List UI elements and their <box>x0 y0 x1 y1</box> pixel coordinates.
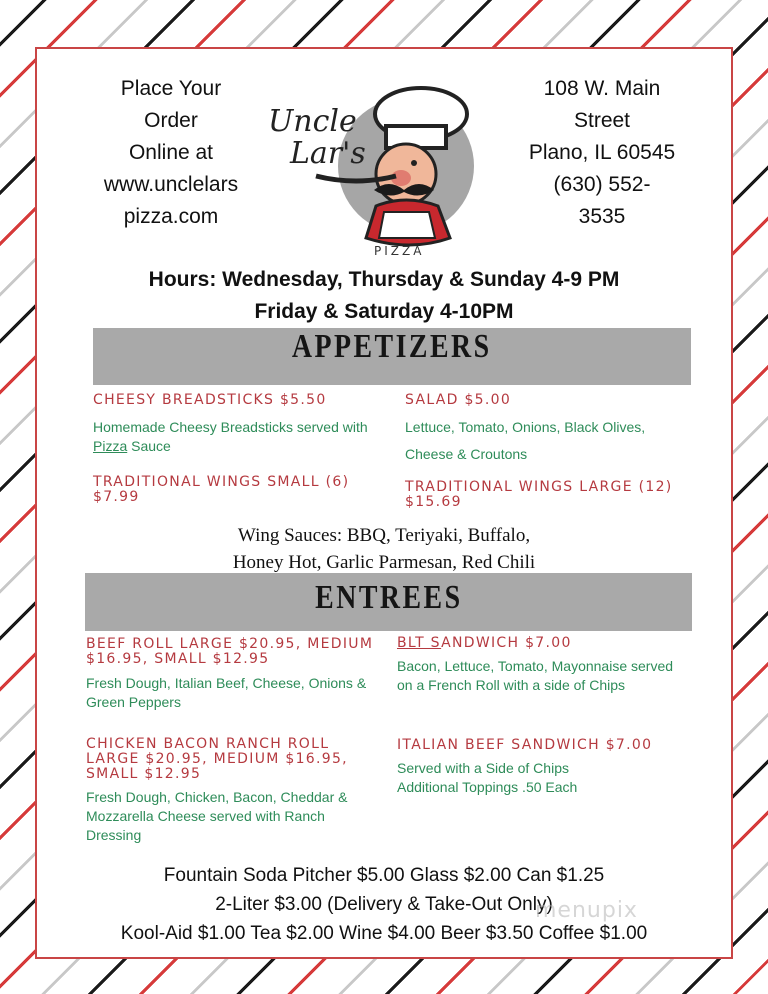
order-line: Order <box>144 109 198 132</box>
logo-text: Uncle Lar's <box>268 104 366 171</box>
online-order-info <box>52 73 290 233</box>
appetizer-salad <box>405 393 695 468</box>
order-line: Online at <box>128 141 214 164</box>
appetizer-wings-large <box>405 480 695 510</box>
drinks-line: Fountain Soda Pitcher $5.00 Glass $2.00 Can $1.25 <box>163 865 605 886</box>
logo-pizza-tag: PIZZA <box>374 244 425 258</box>
appetizer-wings-small <box>93 475 388 505</box>
entree-italian-beef-sandwich <box>397 738 697 797</box>
address-info <box>504 73 700 233</box>
order-line[interactable]: www.unclelars <box>103 173 239 196</box>
order-line: Place Your <box>120 77 222 100</box>
item-title: CHEESY BREADSTICKS $5.50 <box>93 392 327 408</box>
address-line: Street <box>573 109 631 132</box>
hours-line-2: Friday & Saturday 4-10PM <box>254 300 514 323</box>
item-description: Lettuce, Tomato, Onions, Black Olives, Cheese & Croutons <box>405 419 646 462</box>
uncle-lars-logo <box>256 66 512 266</box>
drinks-line: Kool-Aid $1.00 Tea $2.00 Wine $4.00 Beer $3.50 Coffee $1.00 <box>120 923 648 944</box>
item-title: TRADITIONAL WINGS SMALL (6) $7.99 <box>93 474 350 505</box>
entrees-heading: ENTREES <box>85 573 692 631</box>
appetizer-cheesy-breadsticks <box>93 393 383 456</box>
item-title: SALAD $5.00 <box>405 392 512 408</box>
entree-blt-sandwich <box>397 636 687 695</box>
item-title: BEEF ROLL LARGE $20.95, MEDIUM $16.95, SMALL $12.95 <box>86 636 374 667</box>
watermark: menupix <box>535 898 638 923</box>
item-title: TRADITIONAL WINGS LARGE (12) $15.69 <box>405 479 673 510</box>
entree-chicken-bacon-ranch-roll <box>86 737 371 845</box>
item-description: Fresh Dough, Chicken, Bacon, Cheddar & Mozzarella Cheese served with Ranch Dressing <box>86 789 348 843</box>
item-title: BLT SANDWICH $7.00 <box>397 635 572 651</box>
drinks-line: 2-Liter $3.00 (Delivery & Take-Out Only) <box>215 894 553 915</box>
address-line: Plano, IL 60545 <box>528 141 676 164</box>
item-description: Bacon, Lettuce, Tomato, Mayonnaise served on a French Roll with a side of Chips <box>397 658 674 693</box>
order-line[interactable]: pizza.com <box>123 205 219 228</box>
wing-sauces: Wing Sauces: BBQ, Teriyaki, Buffalo, Honey Hot, Garlic Parmesan, Red Chili <box>232 525 536 573</box>
item-description: Fresh Dough, Italian Beef, Cheese, Onions & Green Peppers <box>86 675 367 710</box>
phone-line[interactable]: 3535 <box>578 205 626 228</box>
item-title: ITALIAN BEEF SANDWICH $7.00 <box>397 737 653 753</box>
hours-line-1: Hours: Wednesday, Thursday & Sunday 4-9 PM <box>148 268 620 291</box>
address-line: 108 W. Main <box>543 77 661 100</box>
item-description: Homemade Cheesy Breadsticks served with Pizza Sauce <box>93 419 368 454</box>
phone-line[interactable]: (630) 552- <box>553 173 651 196</box>
item-description: Served with a Side of Chips Additional Toppings .50 Each <box>397 760 578 795</box>
item-title: CHICKEN BACON RANCH ROLL LARGE $20.95, MEDIUM $16.95, SMALL $12.95 <box>86 736 348 782</box>
appetizers-heading: APPETIZERS <box>93 328 691 385</box>
entree-beef-roll <box>86 637 376 712</box>
